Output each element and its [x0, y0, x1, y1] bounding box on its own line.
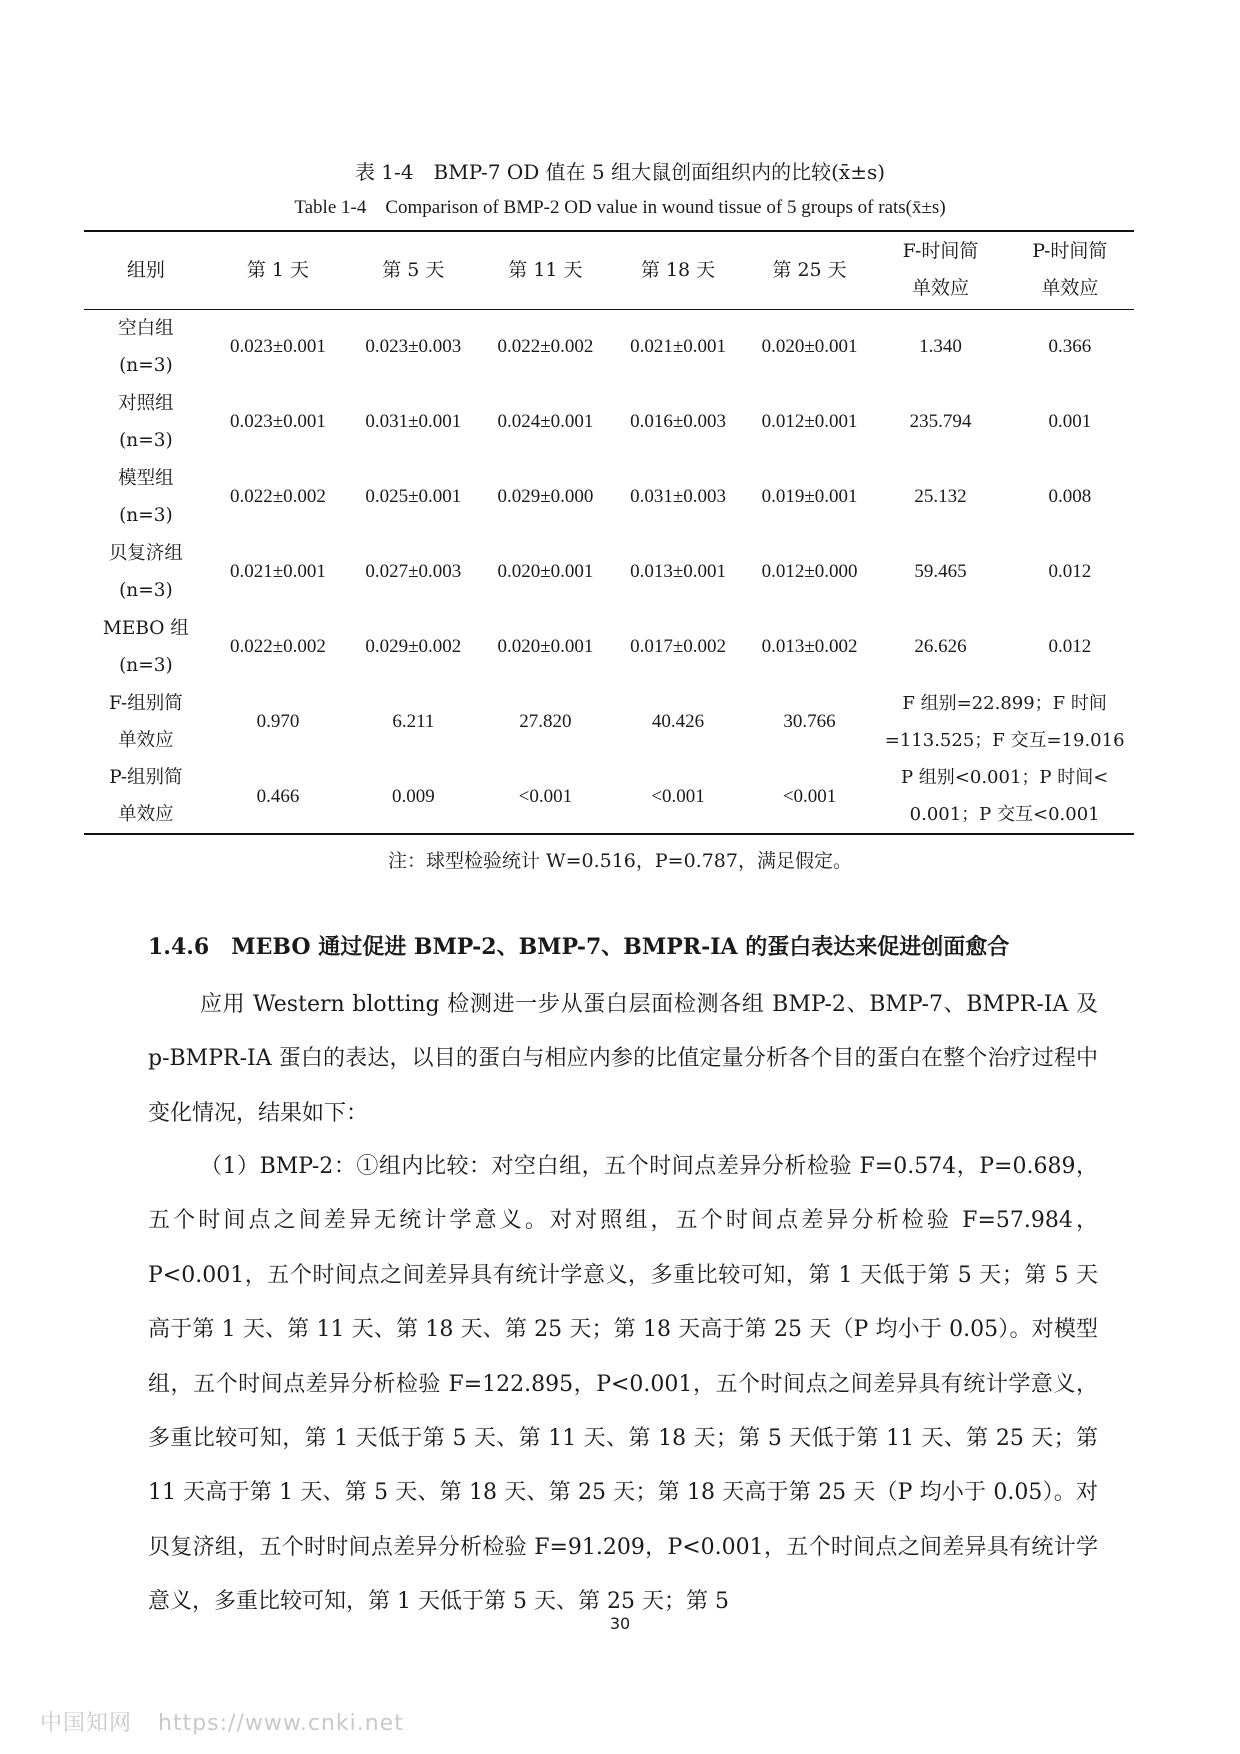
group-cell: 空白组 (n=3)	[118, 317, 174, 376]
table-cell: 0.022±0.002	[497, 336, 594, 358]
comparison-table	[84, 230, 1134, 835]
page-number: 30	[609, 1614, 631, 1633]
table-row-p-group	[84, 759, 1134, 834]
table-row-mebo	[84, 609, 1134, 684]
group-cell: MEBO 组 (n=3)	[102, 617, 189, 676]
f-summary-cell: F 组别=22.899；F 时间 =113.525；F 交互=19.016	[884, 692, 1125, 751]
table-cell: 1.340	[919, 336, 962, 358]
table-cell: 0.025±0.001	[365, 486, 462, 507]
table-cell: 0.017±0.002	[630, 636, 726, 657]
group-cell: 对照组 (n=3)	[118, 392, 174, 451]
p-summary-cell: P 组别<0.001；P 时间< 0.001；P 交互<0.001	[875, 759, 1134, 834]
table-cell: 0.023±0.003	[365, 336, 462, 358]
table-cell: 0.001	[1048, 411, 1092, 432]
table-cell: 0.031±0.003	[630, 486, 726, 507]
table-cell: 0.024±0.001	[497, 411, 594, 432]
table-row-control	[84, 384, 1134, 459]
table-cell: 0.023±0.001	[229, 411, 326, 432]
table-cell: 0.012	[1048, 561, 1092, 582]
table-cell: 6.211	[392, 711, 435, 732]
table-header-row	[84, 231, 1134, 309]
table-cell: 0.970	[256, 711, 300, 732]
table-cell: 0.020±0.001	[761, 336, 858, 358]
table-cell: 0.027±0.003	[365, 561, 462, 582]
table-cell: 0.021±0.001	[630, 336, 726, 358]
table-cell: 235.794	[909, 411, 972, 432]
table-cell: 0.022±0.002	[229, 636, 326, 657]
table-caption-en: Table 1-4 Comparison of BMP-2 OD value in wound tissue of 5 groups of rats(x̄±s)	[294, 197, 946, 218]
table-cell: <0.001	[479, 759, 613, 834]
table-caption-cn: 表 1-4 BMP-7 OD 值在 5 组大鼠创面组织内的比较(x̄±s)	[354, 160, 886, 184]
header-day-25: 第 25 天	[744, 231, 876, 309]
table-cell: <0.001	[612, 759, 744, 834]
table-cell: 0.019±0.001	[761, 486, 858, 507]
watermark-brand: 中国知网	[40, 1711, 133, 1736]
group-cell: P-组别简 单效应	[84, 759, 208, 834]
table-cell: 0.020±0.001	[497, 561, 594, 582]
group-cell: 模型组 (n=3)	[118, 467, 174, 526]
table-cell: 0.012	[1048, 636, 1092, 657]
table-cell: 0.366	[1048, 336, 1092, 358]
table-cell: 27.820	[519, 711, 572, 732]
table-cell: 59.465	[914, 561, 967, 582]
table-cell: 0.022±0.002	[229, 486, 326, 507]
body-paragraph: 应用 Western blotting 检测进一步从蛋白层面检测各组 BMP-2、BMP-7、BMPR-IA 及 p-BMPR-IA 蛋白的表达，以目的蛋白与相应内参的比值定量分析各个目的蛋白在整个治疗过程中变化情况，结果如下：	[148, 992, 1098, 1126]
table-row-beifuji	[84, 534, 1134, 609]
table-cell: 0.021±0.001	[229, 561, 326, 582]
table-cell: 0.013±0.002	[761, 636, 858, 657]
table-cell: 0.020±0.001	[497, 636, 594, 657]
group-cell: F-组别简 单效应	[109, 692, 183, 751]
table-row-f-group	[84, 684, 1134, 759]
header-group: 组别	[84, 231, 208, 309]
table-cell: 0.029±0.002	[365, 636, 462, 657]
group-cell: 贝复济组 (n=3)	[108, 542, 183, 601]
table-cell: 40.426	[651, 711, 705, 732]
table-cell: 0.466	[208, 759, 348, 834]
table-cell: 0.029±0.000	[497, 486, 594, 507]
header-day-11: 第 11 天	[479, 231, 613, 309]
section-heading: 1.4.6 MEBO 通过促进 BMP-2、BMP-7、BMPR-IA 的蛋白表达来促进创面愈合	[148, 934, 1010, 960]
table-cell: 0.016±0.003	[630, 411, 726, 432]
header-p-time: P-时间简 单效应	[1006, 231, 1134, 309]
table-cell: 26.626	[914, 636, 967, 657]
table-cell: 0.012±0.001	[761, 411, 858, 432]
table-cell: 0.031±0.001	[365, 411, 462, 432]
table-cell: <0.001	[744, 759, 876, 834]
body-paragraph: （1）BMP-2：①组内比较：对空白组，五个时间点差异分析检验 F=0.574，P=0.689，五个时间点之间差异无统计学意义。对对照组，五个时间点差异分析检验 F=57.984，P<0.001，五个时间点之间差异具有统计学意义，多重比较可知，第 1 天低于第 5 天；第 5 天高于第 1 天、第 11 天、第 18 天、第 25 天；第 18 天高于第 25 天（P 均小于 0.05）。对模型组，五个时间点差异分析检验 F=122.895，P<0.001，五个时间点之间差异具有统计学意义，多重比较可知，第 1 天低于第 5 天、第 11 天、第 18 天；第 5 天低于第 11 天、第 25 天；第 11 天高于第 1 天、第 5 天、第 18 天、第 25 天；第 18 天高于第 25 天（P 均小于 0.05）。对贝复济组，五个时时间点差异分析检验 F=91.209，P<0.001，五个时间点之间差异具有统计学意义，多重比较可知，第 1 天低于第 5 天、第 25 天；第 5	[148, 1154, 1098, 1615]
table-note: 注：球型检验统计 W=0.516，P=0.787，满足假定。	[388, 850, 852, 872]
watermark-url: https://www.cnki.net	[158, 1711, 404, 1736]
table-cell: 0.009	[348, 759, 478, 834]
table-row-model	[84, 459, 1134, 534]
table-cell: 30.766	[783, 711, 836, 732]
table-cell: 0.012±0.000	[761, 561, 858, 582]
table-row-blank	[84, 309, 1134, 384]
table-cell: 0.008	[1048, 486, 1092, 507]
table-cell: 25.132	[914, 486, 967, 507]
cnki-watermark	[40, 1706, 422, 1737]
header-day-1: 第 1 天	[208, 231, 348, 309]
table-cell: 0.013±0.001	[630, 561, 726, 582]
table-cell: 0.023±0.001	[229, 336, 326, 358]
header-f-time: F-时间简 单效应	[875, 231, 1005, 309]
header-day-18: 第 18 天	[612, 231, 744, 309]
header-day-5: 第 5 天	[348, 231, 478, 309]
